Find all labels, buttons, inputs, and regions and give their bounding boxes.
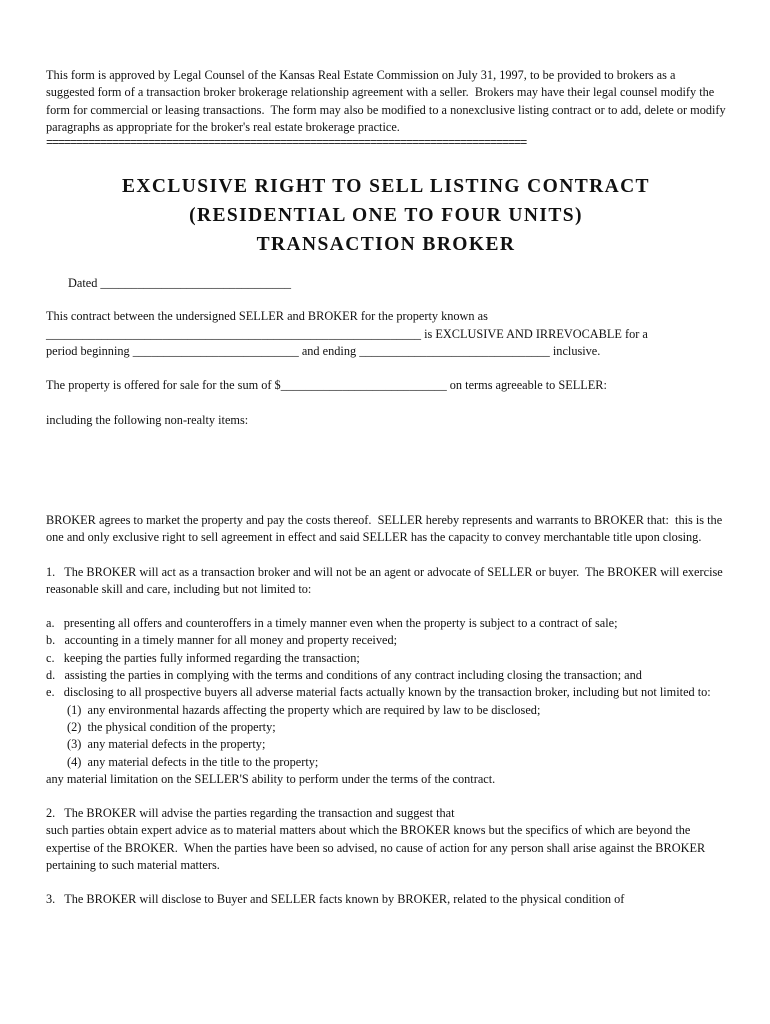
price-paragraph: The property is offered for sale for the sum of $___________________________ on terms agreeable to SELLER: — [46, 378, 607, 393]
item-c: c. keeping the parties fully informed regarding the transaction; — [46, 650, 360, 665]
contract-line-1: This contract between the undersigned SELLER and BROKER for the property known as — [46, 309, 488, 324]
document-page — [46, 67, 729, 909]
title-line-1: EXCLUSIVE RIGHT TO SELL LISTING CONTRACT — [122, 176, 650, 198]
paragraph-1: 1. The BROKER will act as a transaction broker and will not be an agent or advocate of SELLER or buyer. The BROKER will exercise reasonable skill and care, including but not limited to: — [46, 564, 726, 596]
item-d: d. assisting the parties in complying with the terms and conditions of any contract including closing the transaction; and — [46, 668, 642, 683]
subitem-4: (4) any material defects in the title to the property; — [67, 754, 319, 769]
paragraph-2-line-1: 2. The BROKER will advise the parties regarding the transaction and suggest that — [46, 806, 455, 821]
contract-line-3: period beginning ___________________________ and ending _______________________________ inclusive. — [46, 344, 601, 359]
item-a: a. presenting all offers and counteroffers in a timely manner even when the property is subject to a contract of sale; — [46, 616, 618, 631]
separator-line: ================================================================================ — [46, 136, 527, 151]
subitem-1: (1) any environmental hazards affecting the property which are required by law to be disclosed; — [67, 702, 541, 717]
limitation-line: any material limitation on the SELLER'S ability to perform under the terms of the contract. — [46, 771, 496, 786]
subitem-3: (3) any material defects in the property; — [67, 737, 266, 752]
subitem-2: (2) the physical condition of the property; — [67, 719, 276, 734]
item-e: e. disclosing to all prospective buyers all adverse material facts actually known by the transaction broker, including but not limited to: — [46, 685, 711, 700]
title-line-3: TRANSACTION BROKER — [256, 234, 516, 256]
market-paragraph: BROKER agrees to market the property and pay the costs thereof. SELLER hereby represents and warrants to BROKER that: this is the one and only exclusive right to sell agreement in effect and said SELLER has the capacity to convey merchantable title upon closing. — [46, 512, 726, 545]
non-realty-blank-area — [46, 429, 726, 512]
non-realty-items: including the following non-realty items: — [46, 412, 249, 427]
dated-field: Dated _______________________________ — [68, 276, 292, 291]
contract-line-2: _____________________________________________________________ is EXCLUSIVE AND IRREVOCABLE for a — [46, 326, 648, 341]
item-b: b. accounting in a timely manner for all money and property received; — [46, 633, 398, 648]
paragraph-2-rest: such parties obtain expert advice as to material matters about which the BROKER knows but the specifics of which are beyond the expertise of the BROKER. When the parties have been so advised, no cause of action for any person shall arise against the BROKER pertaining to such material matters. — [46, 823, 709, 873]
intro-paragraph: This form is approved by Legal Counsel of the Kansas Real Estate Commission on July 31, 1997, to be provided to brokers as a suggested form of a transaction broker brokerage relationship agreement with a seller. Brokers may have their legal counsel modify the form for commercial or leasing transactions. The form may also be modified to a nonexclusive listing contract or to add, delete or modify paragraphs as appropriate for the broker's real estate brokerage practice. — [46, 68, 729, 134]
title-line-2: (RESIDENTIAL ONE TO FOUR UNITS) — [189, 205, 583, 227]
paragraph-3: 3. The BROKER will disclose to Buyer and SELLER facts known by BROKER, related to the physical condition of — [46, 892, 625, 907]
